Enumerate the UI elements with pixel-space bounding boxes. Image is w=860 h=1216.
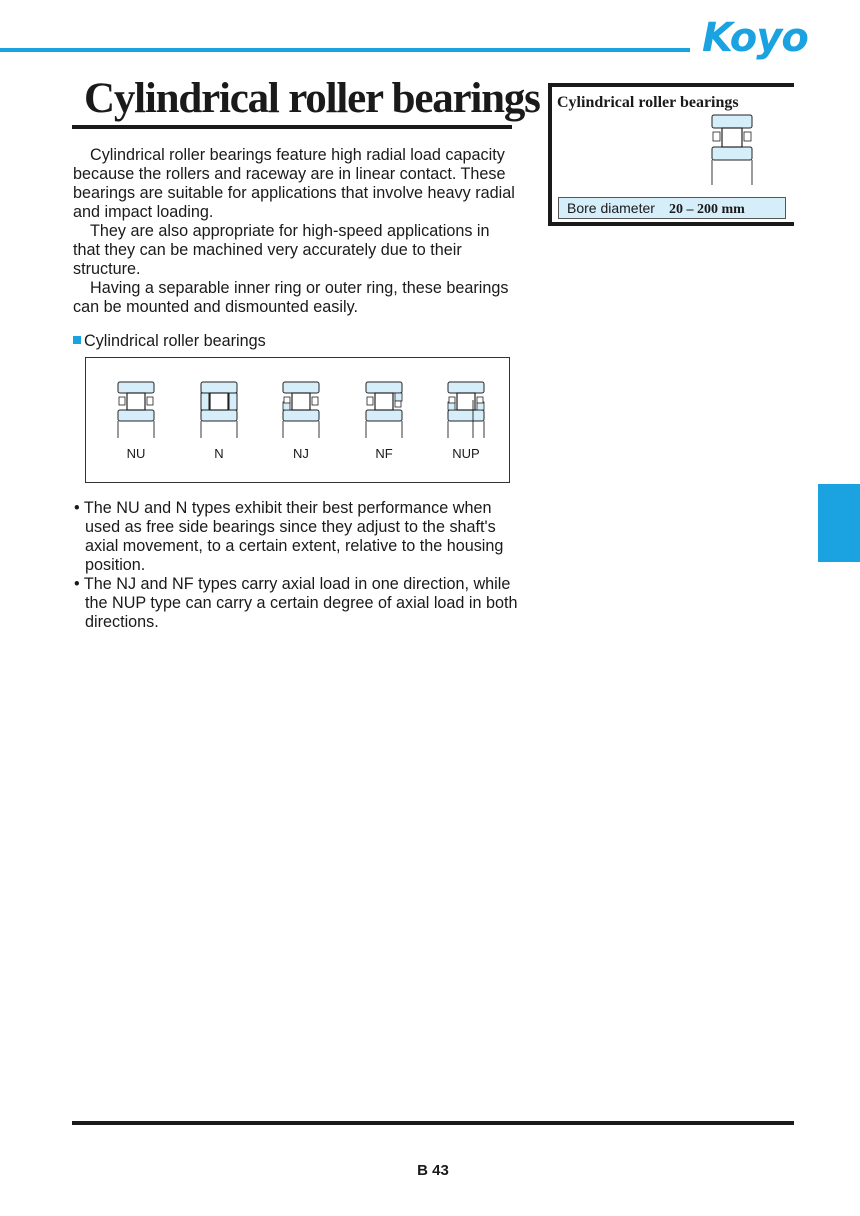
bearing-cross-section-icon [708,113,756,187]
nup-bearing-diagram [444,380,488,440]
note-item: • The NJ and NF types carry axial load in one direction, while the NUP type can carry a certain degree of axial load in both directions. [74,575,518,631]
bore-value: 20 – 200 mm [668,202,745,217]
n-bearing-diagram [197,380,241,440]
nf-bearing-diagram [362,380,406,440]
intro-text [73,146,518,317]
section-thumb-tab [818,484,860,562]
section-heading-text: Cylindrical roller bearings [84,332,266,350]
type-label-nj: NJ [293,446,309,461]
intro-paragraph: They are also appropriate for high-speed applications in that they can be machined very accurately due to their structure. [73,222,490,278]
koyo-logo: Koyo [702,15,808,61]
notes-list [73,499,518,632]
square-bullet-icon [73,336,81,344]
intro-paragraph: Cylindrical roller bearings feature high radial load capacity because the rollers and raceway are in linear contact. These bearings are suitable for applications that involve heavy radial and impact loading. [73,146,515,221]
type-label-nu: NU [126,446,146,461]
summary-panel [548,83,794,226]
page-number: B 43 [417,1162,449,1179]
type-label-nf: NF [375,446,393,461]
bore-label: Bore diameter [567,200,655,216]
nj-bearing-diagram [279,380,323,440]
bore-diameter-range [558,197,786,219]
section-heading [73,331,266,351]
footer-rule [72,1121,794,1125]
nu-bearing-diagram [114,380,158,440]
bearing-types-figure [85,357,510,483]
type-label-nup: NUP [452,446,480,461]
type-label-n: N [214,446,224,461]
title-underline [72,125,512,129]
panel-title: Cylindrical roller bearings [557,94,739,111]
intro-paragraph: Having a separable inner ring or outer ring, these bearings can be mounted and dismounted easily. [73,279,509,316]
header-accent-rule [0,48,690,52]
page-title: Cylindrical roller bearings [84,75,540,122]
note-item: • The NU and N types exhibit their best performance when used as free side bearings since they adjust to the shaft's axial movement, to a certain extent, relative to the housing position. [74,499,504,574]
